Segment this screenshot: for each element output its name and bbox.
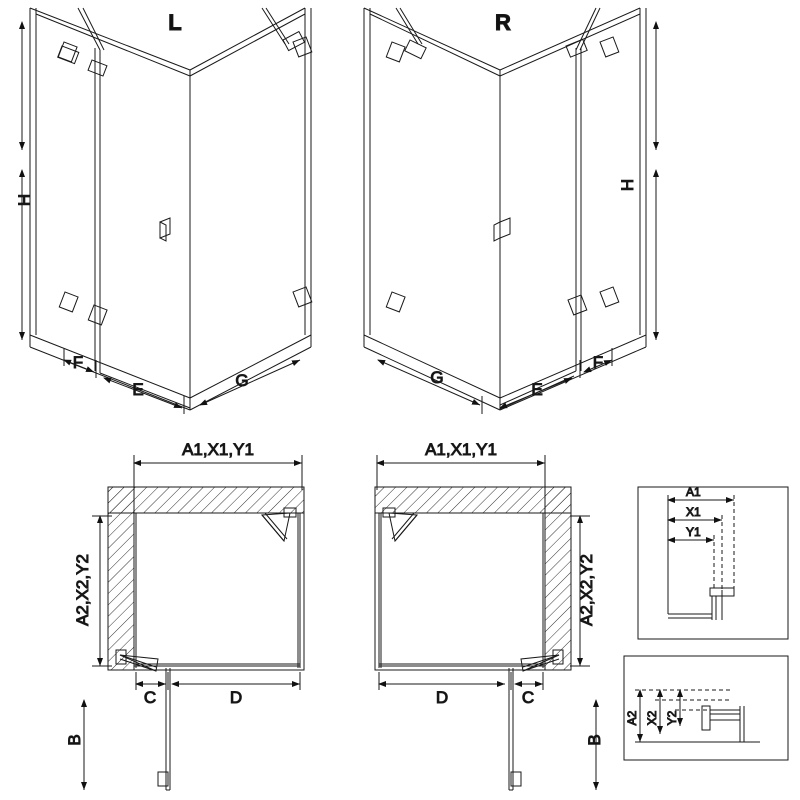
plan-left-d-label: D (229, 688, 243, 707)
label-variant-left: L (168, 10, 182, 35)
plan-right-side-dim-label: A2,X2,Y2 (577, 554, 596, 626)
detail-y2-label: Y2 (665, 710, 679, 726)
plan-left-b-label: B (65, 734, 84, 746)
detail-x2-label: X2 (645, 710, 659, 726)
label-variant-right: R (495, 10, 511, 35)
label-g-left: G (235, 371, 249, 390)
iso-view-left (22, 8, 312, 414)
label-e-left: E (132, 380, 144, 399)
label-h-left: H (15, 193, 34, 207)
label-e-right: E (531, 380, 543, 399)
plan-right-d-label: D (435, 688, 449, 707)
plan-left-c-label: C (143, 688, 157, 707)
label-h-right: H (618, 178, 637, 192)
label-f-left: F (72, 353, 84, 372)
plan-left-top-dim-label: A1,X1,Y1 (182, 440, 254, 459)
plan-right-top-dim-label: A1,X1,Y1 (425, 440, 497, 459)
plan-view-left (84, 455, 304, 790)
detail-x1-label: X1 (686, 505, 701, 519)
plan-right-b-label: B (585, 734, 604, 746)
plan-view-right (375, 455, 596, 790)
plan-left-side-dim-label: A2,X2,Y2 (73, 554, 92, 626)
plan-right-c-label: C (521, 688, 535, 707)
label-g-right: G (430, 368, 444, 387)
label-f-right: F (592, 353, 604, 372)
detail-view-a2x2y2 (624, 656, 788, 760)
detail-a1-label: A1 (686, 485, 701, 499)
iso-view-right (364, 8, 656, 414)
detail-view-a1x1y1 (638, 487, 788, 639)
detail-y1-label: Y1 (686, 525, 701, 539)
detail-a2-label: A2 (625, 710, 639, 726)
